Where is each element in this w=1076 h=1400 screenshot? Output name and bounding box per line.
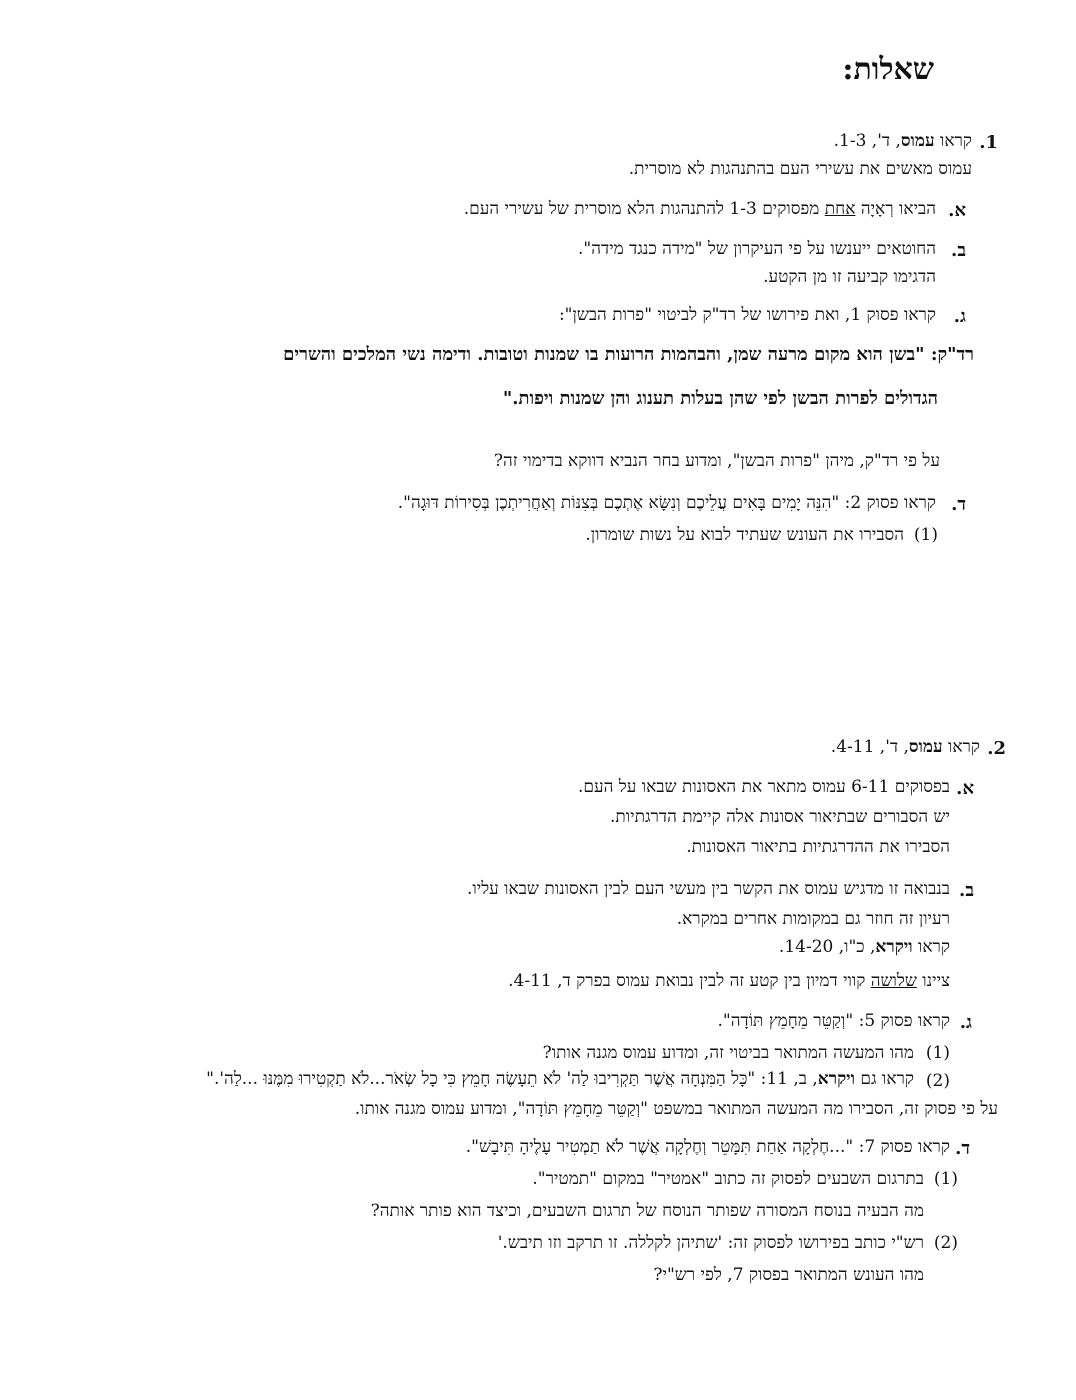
q2g-sub2-line2: על פי פסוק זה, הסבירו מה המעשה המתואר במשפט "וְקַטֵּר מֵחָמֵץ תּוֹדָה", ומדוע עמוס מגנה אותו. bbox=[354, 1099, 998, 1119]
q2-heading: קראו עמוס, ד', 4-11. bbox=[830, 737, 980, 757]
q2g-sub1-text: מהו המעשה המתואר בביטוי זה, ומדוע עמוס מגנה אותו? bbox=[542, 1043, 914, 1063]
q1a-text: הביאו רְאָיָה אחת מפסוקים 1-3 להתנהגות הלא מוסרית של עשירי העם. bbox=[463, 199, 936, 219]
q2g-text: קראו פסוק 5: "וְקַטֵּר מֵחָמֵץ תּוֹדָה". bbox=[717, 1011, 950, 1031]
q2d-sub2-text: רש"י כותב בפירושו לפסוק זה: 'שתיהן לקללה. זו תרקב וזו תיבש.' bbox=[497, 1233, 924, 1253]
q2a-line2: יש הסבורים שבתיאור אסונות אלה קיימת הדרגתיות. bbox=[610, 807, 950, 827]
q2d-sub1-text: בתרגום השבעים לפסוק זה כתוב "אמטיר" במקום "תמטיר". bbox=[532, 1169, 924, 1189]
q1-intro: עמוס מאשים את עשירי העם בהתנהגות לא מוסרית. bbox=[628, 159, 972, 179]
q2a-line1: בפסוקים 6-11 עמוס מתאר את האסונות שבאו על העם. bbox=[577, 777, 950, 797]
q1b-letter: ב. bbox=[951, 240, 966, 261]
q2g-sub2-number: (2) bbox=[925, 1071, 950, 1091]
q2b-line2: רעיון זה חוזר גם במקומות אחרים במקרא. bbox=[676, 909, 950, 929]
q2a-line3: הסבירו את ההדרגתיות בתיאור האסונות. bbox=[686, 837, 950, 857]
q1a-letter: א. bbox=[948, 200, 966, 221]
q2b-line1: בנבואה זו מדגיש עמוס את הקשר בין מעשי העם לבין האסונות שבאו עליו. bbox=[466, 879, 950, 899]
q1-heading: קראו עמוס, ד', 1-3. bbox=[833, 131, 972, 151]
radak-question: על פי רד"ק, מיהן "פרות הבשן", ומדוע בחר הנביא דווקא בדימוי זה? bbox=[493, 451, 940, 471]
q2b-line4: ציינו שלושה קווי דמיון בין קטע זה לבין נבואת עמוס בפרק ד, 4-11. bbox=[508, 971, 950, 991]
q2a-letter: א. bbox=[956, 778, 974, 799]
q2-number: 2. bbox=[987, 738, 1006, 759]
q1-number: 1. bbox=[979, 132, 998, 153]
q2d-text: קראו פסוק 7: "...חֶלְקָה אַחַת תִּמָּטֵר וְחֶלְקָה אֲשֶׁר לֹא תַמְטִיר עָלֶיהָ תִּיבָשׁ". bbox=[465, 1137, 950, 1157]
q1g-text: קראו פסוק 1, ואת פירושו של רד"ק לביטוי "פרות הבשן": bbox=[558, 305, 936, 325]
q2d-sub1-line2: מה הבעיה בנוסח המסורה שפותר הנוסח של תרגום השבעים, וכיצד הוא פותר אותה? bbox=[370, 1201, 924, 1221]
q2d-sub2-line2: מהו העונש המתואר בפסוק 7, לפי רש"י? bbox=[653, 1265, 924, 1285]
q1b-line2: הדגימו קביעה זו מן הקטע. bbox=[763, 267, 936, 287]
page-title: שאלות: bbox=[842, 52, 934, 87]
q2g-letter: ג. bbox=[959, 1012, 972, 1033]
q2d-letter: ד. bbox=[955, 1138, 970, 1159]
q1d-text: קראו פסוק 2: "הִנֵּה יָמִים בָּאִים עֲלֵיכֶם וְנִשָּׂא אֶתְכֶם בְּצִנּוֹת וְאַחֲרִיתְכֶן בְּסִירוֹת דּוּגָה". bbox=[397, 493, 936, 513]
radak-quote-line1: רד"ק: "בשן הוא מקום מרעה שמן, והבהמות הרועות בו שמנות וטובות. ודימה נשי המלכים והשרים bbox=[283, 344, 974, 365]
q2b-letter: ב. bbox=[959, 880, 974, 901]
q1d-sub1-number: (1) bbox=[913, 525, 938, 545]
q1d-letter: ד. bbox=[951, 494, 966, 515]
q2g-sub2-text: קראו גם ויקרא, ב, 11: "כָּל הַמִּנְחָה אֲשֶׁר תַּקְרִיבוּ לַה' לֹא תֵעָשֶׂה חָמֵץ כִּי כָל שְׂאֹר...לֹא תַקְטִירוּ מִמֶּנּוּ ...לַה'." bbox=[206, 1069, 914, 1089]
q2b-line3: קראו ויקרא, כ"ו, 14-20. bbox=[778, 937, 950, 957]
q2g-sub1-number: (1) bbox=[925, 1043, 950, 1063]
q2d-sub2-number: (2) bbox=[933, 1233, 958, 1253]
radak-quote-line2: הגדולים לפרות הבשן לפי שהן בעלות תענוג והן שמנות ויפות." bbox=[502, 388, 938, 409]
q1b-line1: החוטאים ייענשו על פי העיקרון של "מידה כנגד מידה". bbox=[578, 239, 936, 259]
q1d-sub1-text: הסבירו את העונש שעתיד לבוא על נשות שומרון. bbox=[585, 525, 904, 545]
q2d-sub1-number: (1) bbox=[933, 1169, 958, 1189]
q1g-letter: ג. bbox=[953, 306, 966, 327]
